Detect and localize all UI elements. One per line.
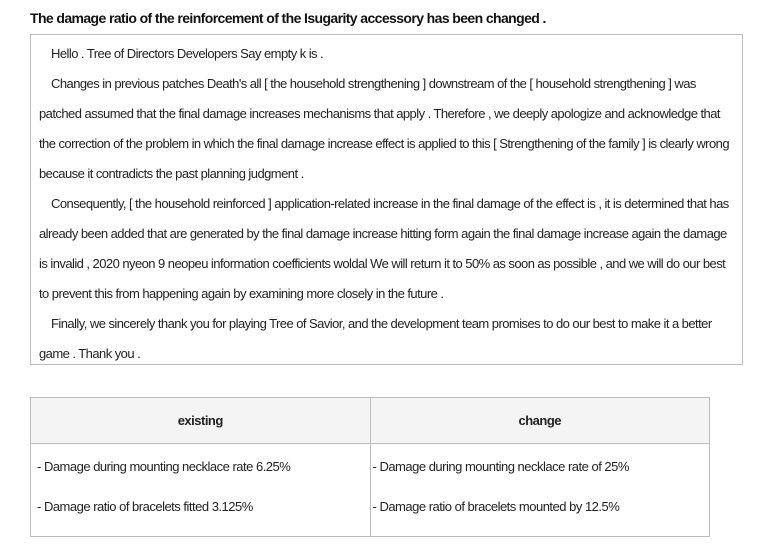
change-cell [370,444,710,537]
change-bracelet-rate: - Damage ratio of bracelets mounted by 12.5% [372,499,620,514]
table-header-row [31,398,710,444]
notice-paragraph-plan: Consequently, [ the household reinforced ] application-related increase in the final damage of the effect is , it is determined that has already been added that are generated by the final damage increase hitting form again the final damage increase again the damage is invalid , 2020 nyeon 9 neopeu information coefficients woldal We will return it to 50% as soon as possible , and we will do our best to prevent this from happening again by examining more closely in the future . [39,196,729,301]
comparison-table [30,397,710,537]
header-change: change [370,398,710,444]
existing-bracelet-rate: - Damage ratio of bracelets fitted 3.125% [37,499,253,514]
header-existing: existing [31,398,371,444]
notice-paragraph-apology: Changes in previous patches Death's all [ the household strengthening ] downstream of the [ household strengthening ] was patched assumed that the final damage increases mechanisms that apply . Therefore , we deeply apologize and acknowledge that the correction of the problem in which the final damage increase effect is applied to this [ Strengthening of the family ] is clearly wrong because it contradicts the past planning judgment . [39,76,729,181]
existing-cell [31,444,371,537]
post-title: The damage ratio of the reinforcement of the Isugarity accessory has been changed . [30,10,546,26]
notice-paragraph-greeting: Hello . Tree of Directors Developers Say empty k is . [51,46,324,61]
table-row [31,444,710,537]
notice-box [30,34,743,365]
existing-necklace-rate: - Damage during mounting necklace rate 6.25% [37,459,291,474]
notice-paragraph-thanks: Finally, we sincerely thank you for playing Tree of Savior, and the development team promises to do our best to make it a better game . Thank you . [39,316,712,361]
change-necklace-rate: - Damage during mounting necklace rate of 25% [372,459,629,474]
